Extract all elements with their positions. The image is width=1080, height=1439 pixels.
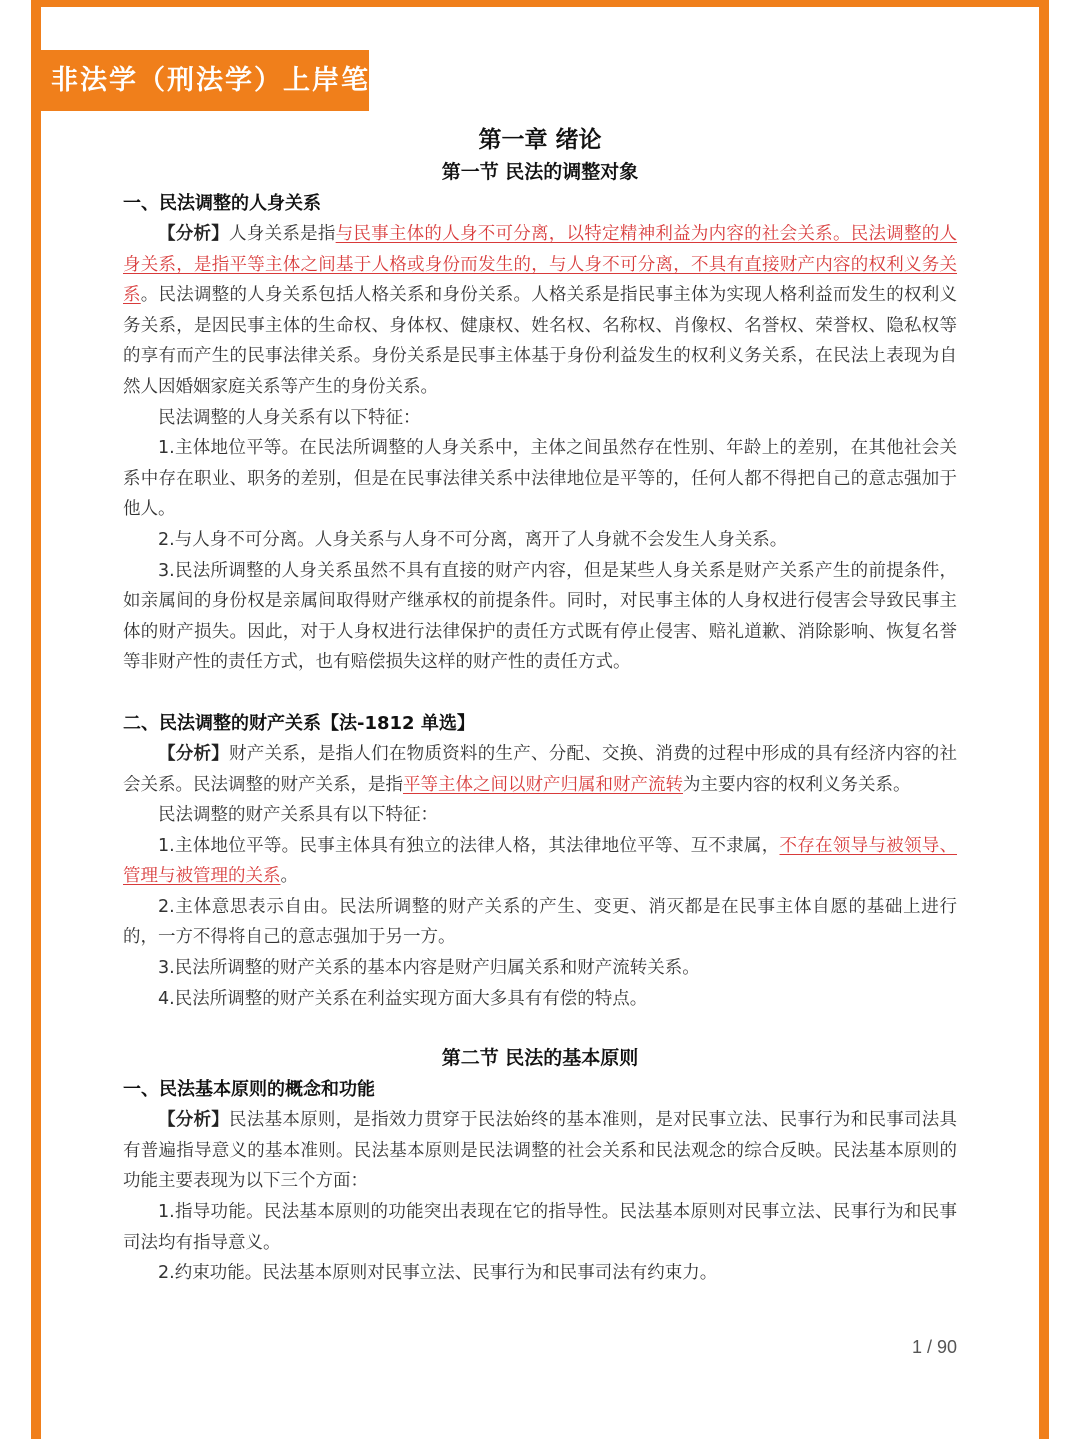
highlighted-text: 平等主体之间以财产归属和财产流转 <box>403 774 683 795</box>
heading: 一、民法基本原则的概念和功能 <box>123 1079 375 1101</box>
paragraph: 1.指导功能。民法基本原则的功能突出表现在它的指导性。民法基本原则对民事立法、民事行为和民事司法均有指导意义。 <box>123 1202 957 1253</box>
highlighted-text: 不存在领导与被领导、管理与被管理的关系 <box>123 835 957 887</box>
paragraph: 3.民法所调整的人身关系虽然不具有直接的财产内容，但是某些人身关系是财产关系产生的前提条件，如亲属间的身份权是亲属间取得财产继承权的前提条件。同时，对民事主体的人身权进行侵害会导致民事主体的财产损失。因此，对于人身权进行法律保护的责任方式既有停止侵害、赔礼道歉、消除影响、恢复名誉等非财产性的责任方式，也有赔偿损失这样的财产性的责任方式。 <box>123 560 957 673</box>
text-span: 。民法调整的人身关系包括人格关系和身份关系。人格关系是指民事主体为实现人格利益而发生的权利义务关系，是因民事主体的生命权、身体权、健康权、姓名权、名称权、肖像权、名誉权、荣誉权、隐私权等的享有而产生的民事法律关系。身份关系是民事主体基于身份利益发生的权利义务关系，在民法上表现为自然人因婚姻家庭关系等产生的身份关系。 <box>123 285 957 397</box>
paragraph <box>123 1105 957 1197</box>
paragraph: 1.主体地位平等。在民法所调整的人身关系中，主体之间虽然存在性别、年龄上的差别，在其他社会关系中存在职业、职务的差别，但是在民事法律关系中法律地位是平等的，任何人都不得把自己的意志强加于他人。 <box>123 438 957 520</box>
paragraph <box>123 739 957 800</box>
page-number: 1 / 90 <box>911 1337 957 1357</box>
text-span: 财产关系，是指人们在物质资料的生产、分配、交换、消费的过程中形成的具有经济内容的社会关系。民法调整的财产关系，是指 <box>123 743 957 795</box>
analysis-tag: 【分析】 <box>158 224 230 244</box>
text-span: 1.主体地位平等。民事主体具有独立的法律人格，其法律地位平等、互不隶属， <box>158 835 780 856</box>
paragraph: 民法调整的人身关系有以下特征： <box>158 407 421 428</box>
paragraph: 民法调整的财产关系具有以下特征： <box>158 805 438 826</box>
paragraph: 2.主体意思表示自由。民法所调整的财产关系的产生、变更、消灭都是在民事主体自愿的基础上进行的，一方不得将自己的意志强加于另一方。 <box>123 896 957 948</box>
spacer <box>123 1014 957 1042</box>
analysis-tag: 【分析】 <box>158 743 230 764</box>
paragraph <box>123 831 957 892</box>
paragraph: 4.民法所调整的财产关系在利益实现方面大多具有有偿的特点。 <box>158 988 648 1009</box>
text-span: 人身关系是指 <box>229 224 336 244</box>
text-span: 为主要内容的权利义务关系。 <box>683 774 911 795</box>
analysis-tag: 【分析】 <box>158 1110 230 1131</box>
paragraph: 3.民法所调整的财产关系的基本内容是财产归属关系和财产流转关系。 <box>158 958 700 979</box>
paragraph: 2.约束功能。民法基本原则对民事立法、民事行为和民事司法有约束力。 <box>158 1263 718 1284</box>
header-banner: 非法学（刑法学）上岸笔记 <box>31 50 369 111</box>
text-span: 民法基本原则，是指效力贯穿于民法始终的基本准则，是对民事立法、民事行为和民事司法具有普遍指导意义的基本准则。民法基本原则是民法调整的社会关系和民法观念的综合反映。民法基本原则的功能主要表现为以下三个方面： <box>123 1110 957 1192</box>
text-span: 。 <box>280 866 298 887</box>
section-title: 第二节 民法的基本原则 <box>441 1047 639 1070</box>
spacer <box>123 678 957 708</box>
paragraph <box>123 219 957 403</box>
paragraph: 2.与人身不可分离。人身关系与人身不可分离，离开了人身就不会发生人身关系。 <box>158 529 788 550</box>
chapter-title: 第一章 绪论 <box>478 127 602 153</box>
section-title: 第一节 民法的调整对象 <box>441 161 639 183</box>
document-body <box>123 124 957 1289</box>
highlighted-text: 与民事主体的人身不可分离，以特定精神利益为内容的社会关系。民法调整的人身关系，是指平等主体之间基于人格或身份而发生的，与人身不可分离，不具有直接财产内容的权利义务关系 <box>123 224 958 306</box>
heading: 一、民法调整的人身关系 <box>123 193 321 214</box>
heading: 二、民法调整的财产关系【法-1812 单选】 <box>123 712 475 734</box>
